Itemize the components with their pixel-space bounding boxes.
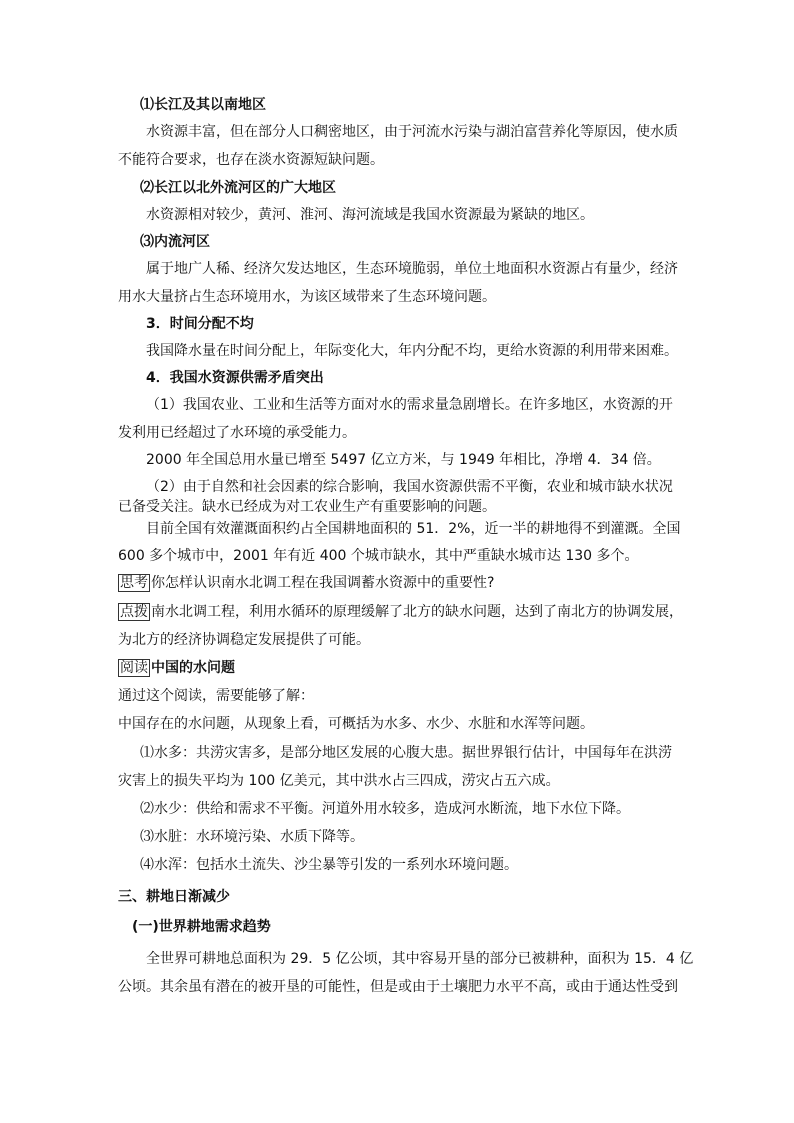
subsection-1-heading: (一)世界耕地需求趋势 bbox=[132, 919, 271, 935]
reading-intro: 通过这个阅读，需要能够了解： bbox=[118, 688, 314, 704]
section3-text: 我国降水量在时间分配上，年际变化大，年内分配不均，更给水资源的利用带来困难。 bbox=[146, 343, 678, 359]
water-problem-item-3: ⑶水脏：水环境污染、水质下降等。 bbox=[140, 829, 364, 845]
reading-title: 中国的水问题 bbox=[151, 660, 235, 676]
think-label-box: 思考 bbox=[120, 575, 148, 591]
water-problem-item-1-line-1: ⑴水多：共涝灾害多，是部分地区发展的心腹大患。据世界银行估计，中国每年在洪涝 bbox=[140, 745, 672, 761]
think-row bbox=[118, 573, 494, 593]
section4-p1-line-1: （1）我国农业、工业和生活等方面对水的需求量急剧增长。在许多地区，水资源的开 bbox=[146, 397, 673, 413]
water-problem-item-1-line-2: 灾害上的损失平均为 100 亿美元，其中洪水占三四成，涝灾占五六成。 bbox=[118, 773, 560, 789]
hint-label-box: 点拨 bbox=[120, 604, 148, 620]
hint-text-line-1: 南水北调工程，利用水循环的原理缓解了北方的缺水问题，达到了南北方的协调发展， bbox=[151, 604, 683, 620]
reading-summary: 中国存在的水问题，从现象上看，可概括为水多、水少、水脏和水浑等问题。 bbox=[118, 716, 594, 732]
region2-heading: ⑵长江以北外流河区的广大地区 bbox=[140, 180, 336, 196]
water-problem-item-4: ⑷水浑：包括水土流失、沙尘暴等引发的一系列水环境问题。 bbox=[140, 857, 518, 873]
region1-text-line-1: 水资源丰富，但在部分人口稠密地区，由于河流水污染与湖泊富营养化等原因，使水质 bbox=[146, 124, 678, 140]
region3-text-line-2: 用水大量挤占生态环境用水，为该区域带来了生态环境问题。 bbox=[118, 289, 496, 305]
region3-text-line-1: 属于地广人稀、经济欠发达地区，生态环境脆弱，单位土地面积水资源占有量少，经济 bbox=[146, 261, 678, 277]
hint-text-line-2: 为北方的经济协调稳定发展提供了可能。 bbox=[118, 632, 370, 648]
region1-text-line-2: 不能符合要求，也存在淡水资源短缺问题。 bbox=[118, 152, 384, 168]
reading-title-row bbox=[118, 658, 235, 678]
section4-stat-2-line-2: 600 多个城市中，2001 年有近 400 个城市缺水，其中严重缺水城市达 130 多个。 bbox=[118, 548, 639, 564]
region1-heading: ⑴长江及其以南地区 bbox=[140, 97, 266, 113]
section4-p2-line-2: 已备受关注。缺水已经成为对工农业生产有重要影响的问题。 bbox=[118, 499, 496, 515]
section4-heading: 4．我国水资源供需矛盾突出 bbox=[146, 370, 324, 386]
region3-heading: ⑶内流河区 bbox=[140, 234, 210, 250]
region2-text-line-1: 水资源相对较少，黄河、淮河、海河流域是我国水资源最为紧缺的地区。 bbox=[146, 207, 594, 223]
section4-stat-2-line-1: 目前全国有效灌溉面积约占全国耕地面积的 51．2%，近一半的耕地得不到灌溉。全国 bbox=[146, 521, 681, 537]
subsection-1-text-line-1: 全世界可耕地总面积为 29．5 亿公顷，其中容易开垦的部分已被耕种，面积为 15．4 亿 bbox=[146, 951, 694, 967]
read-label-box: 阅读 bbox=[120, 660, 148, 676]
hint-row bbox=[118, 602, 683, 622]
section4-stat-1: 2000 年全国总用水量已增至 5497 亿立方米，与 1949 年相比，净增 4．34 倍。 bbox=[146, 452, 661, 468]
section4-p1-line-2: 发利用已经超过了水环境的承受能力。 bbox=[118, 425, 356, 441]
section-three-heading: 三、耕地日渐减少 bbox=[118, 889, 230, 905]
section4-p2-line-1: （2）由于自然和社会因素的综合影响，我国水资源供需不平衡，农业和城市缺水状况 bbox=[146, 479, 673, 495]
water-problem-item-2: ⑵水少：供给和需求不平衡。河道外用水较多，造成河水断流，地下水位下降。 bbox=[140, 801, 630, 817]
section3-heading: 3．时间分配不均 bbox=[146, 316, 254, 332]
subsection-1-text-line-2: 公顷。其余虽有潜在的被开垦的可能性，但是或由于土壤肥力水平不高，或由于通达性受到 bbox=[118, 979, 678, 995]
think-question: 你怎样认识南水北调工程在我国调蓄水资源中的重要性? bbox=[151, 575, 495, 591]
